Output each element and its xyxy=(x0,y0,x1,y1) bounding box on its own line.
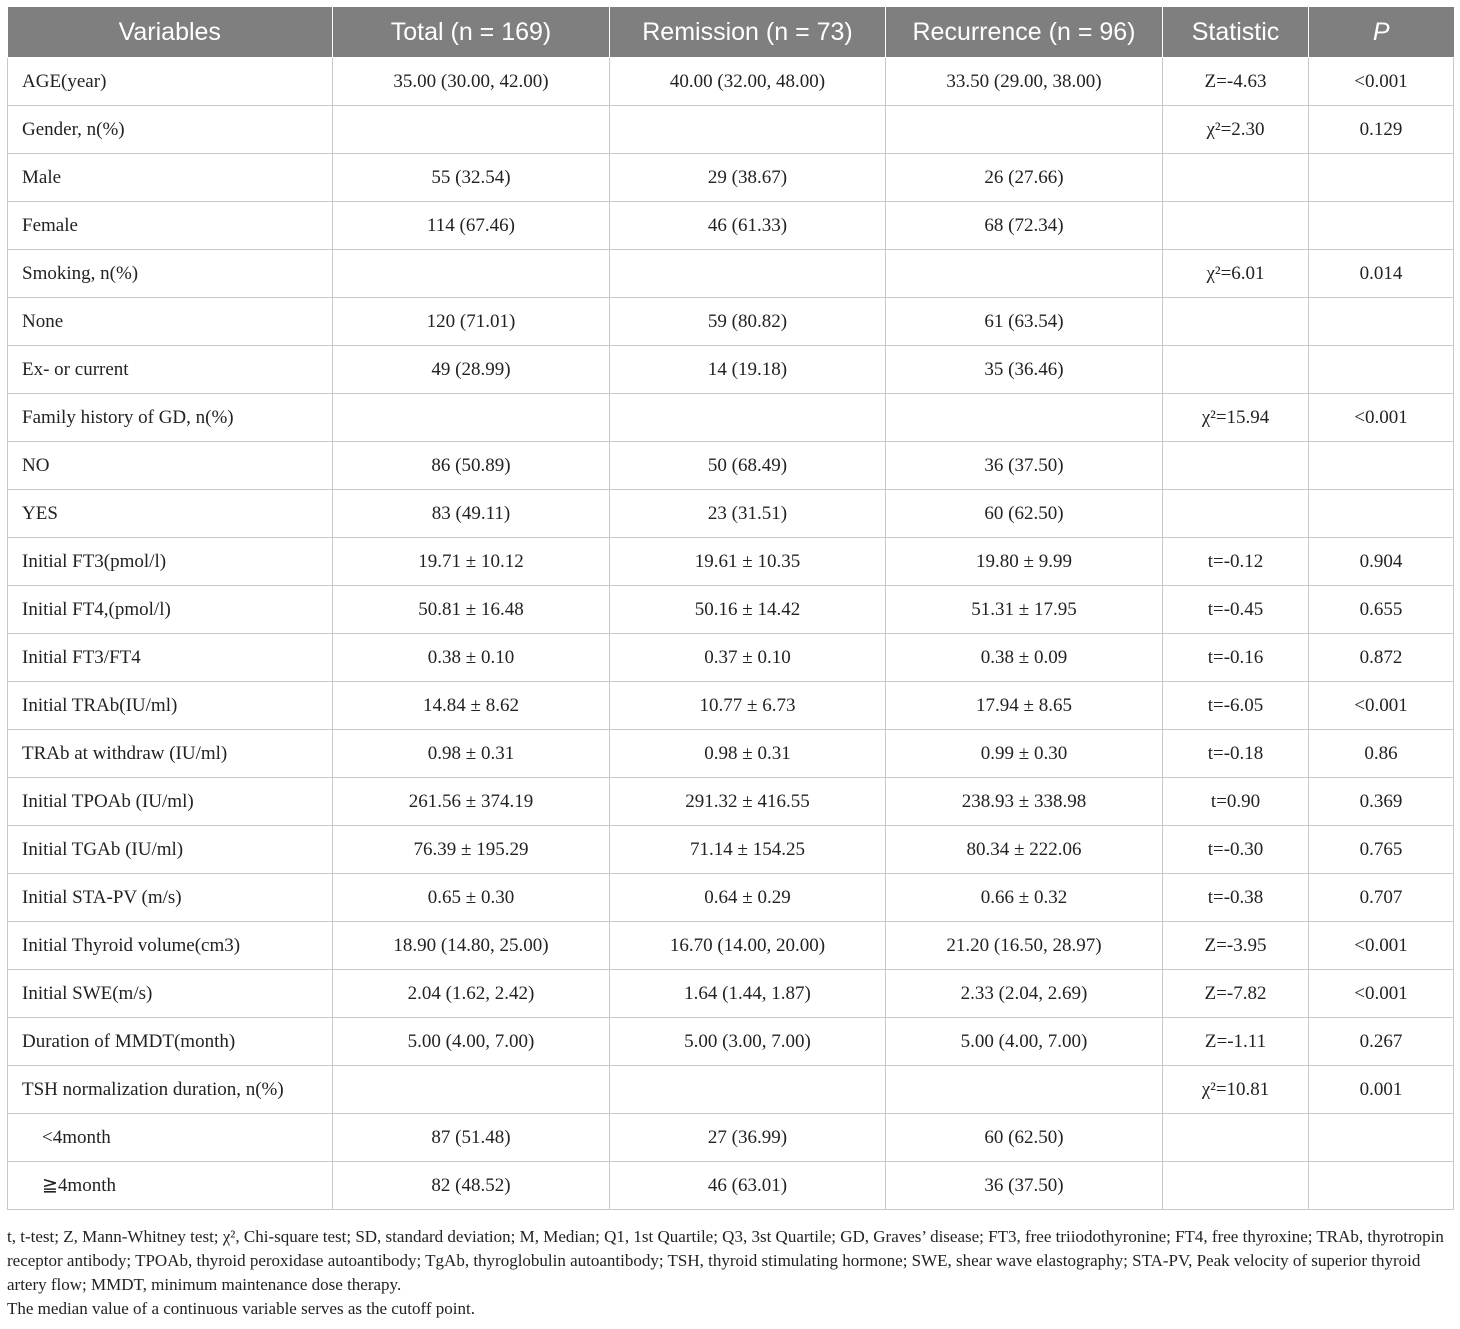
header-p-value: P xyxy=(1309,7,1454,58)
cell-statistic: t=-0.18 xyxy=(1163,730,1309,778)
cell-recurrence xyxy=(886,1066,1163,1114)
cell-remission xyxy=(610,1066,886,1114)
cell-recurrence: 19.80 ± 9.99 xyxy=(886,538,1163,586)
table-header-row xyxy=(8,7,1454,58)
cell-p-value: <0.001 xyxy=(1309,970,1454,1018)
cell-p-value: 0.904 xyxy=(1309,538,1454,586)
table-row xyxy=(8,586,1454,634)
cell-statistic: Z=-3.95 xyxy=(1163,922,1309,970)
cell-variable: TSH normalization duration, n(%) xyxy=(8,1066,333,1114)
cell-total: 35.00 (30.00, 42.00) xyxy=(333,58,610,106)
cell-p-value xyxy=(1309,346,1454,394)
header-statistic: Statistic xyxy=(1163,7,1309,58)
table-row xyxy=(8,538,1454,586)
cell-p-value: 0.001 xyxy=(1309,1066,1454,1114)
header-variables: Variables xyxy=(8,7,333,58)
cell-recurrence xyxy=(886,250,1163,298)
cell-recurrence xyxy=(886,106,1163,154)
cell-statistic xyxy=(1163,1114,1309,1162)
cell-remission: 59 (80.82) xyxy=(610,298,886,346)
cell-variable: AGE(year) xyxy=(8,58,333,106)
cell-recurrence: 36 (37.50) xyxy=(886,442,1163,490)
table-body xyxy=(8,58,1454,1210)
cell-recurrence: 36 (37.50) xyxy=(886,1162,1163,1210)
table-row xyxy=(8,634,1454,682)
header-remission: Remission (n = 73) xyxy=(610,7,886,58)
cell-statistic xyxy=(1163,202,1309,250)
cell-remission: 1.64 (1.44, 1.87) xyxy=(610,970,886,1018)
cell-statistic xyxy=(1163,346,1309,394)
cell-recurrence: 61 (63.54) xyxy=(886,298,1163,346)
cell-p-value: 0.129 xyxy=(1309,106,1454,154)
cell-variable: <4month xyxy=(8,1114,333,1162)
cell-total: 14.84 ± 8.62 xyxy=(333,682,610,730)
cell-variable: Female xyxy=(8,202,333,250)
cell-total: 76.39 ± 195.29 xyxy=(333,826,610,874)
footnote-abbreviations: t, t-test; Z, Mann-Whitney test; χ², Chi-square test; SD, standard deviation; M, Median; Q1, 1st Quartile; Q3, 3st Quartile; GD, Graves’ disease; FT3, free triiodothyronine; FT4, free thyroxine; TRAb, thyrotropin receptor antibody; TPOAb, thyroid peroxidase autoantibody; TgAb, thyroglobulin autoantibody; TSH, thyroid stimulating hormone; SWE, shear wave elastography; STA-PV, Peak velocity of superior thyroid artery flow; MMDT, minimum maintenance dose therapy. xyxy=(7,1227,1444,1294)
cell-p-value xyxy=(1309,202,1454,250)
cell-p-value: 0.369 xyxy=(1309,778,1454,826)
cell-p-value xyxy=(1309,1162,1454,1210)
table-row xyxy=(8,922,1454,970)
cell-variable: TRAb at withdraw (IU/ml) xyxy=(8,730,333,778)
cell-recurrence: 238.93 ± 338.98 xyxy=(886,778,1163,826)
cell-remission: 46 (61.33) xyxy=(610,202,886,250)
cell-p-value xyxy=(1309,442,1454,490)
cell-remission: 16.70 (14.00, 20.00) xyxy=(610,922,886,970)
cell-variable: Family history of GD, n(%) xyxy=(8,394,333,442)
header-total: Total (n = 169) xyxy=(333,7,610,58)
table-row xyxy=(8,154,1454,202)
cell-statistic: χ²=6.01 xyxy=(1163,250,1309,298)
cell-total: 49 (28.99) xyxy=(333,346,610,394)
cell-statistic: χ²=15.94 xyxy=(1163,394,1309,442)
cell-statistic: t=-0.45 xyxy=(1163,586,1309,634)
header-recurrence: Recurrence (n = 96) xyxy=(886,7,1163,58)
table-row xyxy=(8,442,1454,490)
cell-statistic: t=-0.12 xyxy=(1163,538,1309,586)
table-footnotes xyxy=(7,1225,1457,1321)
table-row xyxy=(8,346,1454,394)
cell-variable: Initial FT4,(pmol/l) xyxy=(8,586,333,634)
cell-p-value: 0.872 xyxy=(1309,634,1454,682)
cell-variable: Initial STA-PV (m/s) xyxy=(8,874,333,922)
cell-total: 261.56 ± 374.19 xyxy=(333,778,610,826)
cell-remission: 46 (63.01) xyxy=(610,1162,886,1210)
cell-statistic xyxy=(1163,1162,1309,1210)
cell-remission: 40.00 (32.00, 48.00) xyxy=(610,58,886,106)
table-row xyxy=(8,778,1454,826)
cell-variable: Male xyxy=(8,154,333,202)
table-row xyxy=(8,874,1454,922)
cell-recurrence: 0.66 ± 0.32 xyxy=(886,874,1163,922)
cell-total: 114 (67.46) xyxy=(333,202,610,250)
cell-remission: 0.37 ± 0.10 xyxy=(610,634,886,682)
cell-total: 83 (49.11) xyxy=(333,490,610,538)
cell-recurrence: 35 (36.46) xyxy=(886,346,1163,394)
table-row xyxy=(8,298,1454,346)
cell-remission: 14 (19.18) xyxy=(610,346,886,394)
cell-variable: Initial TPOAb (IU/ml) xyxy=(8,778,333,826)
cell-total: 86 (50.89) xyxy=(333,442,610,490)
cell-total xyxy=(333,1066,610,1114)
cell-remission: 50.16 ± 14.42 xyxy=(610,586,886,634)
table-row xyxy=(8,58,1454,106)
cell-total: 0.98 ± 0.31 xyxy=(333,730,610,778)
cell-remission: 27 (36.99) xyxy=(610,1114,886,1162)
table-row xyxy=(8,1018,1454,1066)
cell-total: 2.04 (1.62, 2.42) xyxy=(333,970,610,1018)
cell-statistic: χ²=10.81 xyxy=(1163,1066,1309,1114)
cell-variable: Initial TRAb(IU/ml) xyxy=(8,682,333,730)
cell-statistic: t=-0.30 xyxy=(1163,826,1309,874)
baseline-characteristics-table xyxy=(7,7,1454,1210)
cell-recurrence: 80.34 ± 222.06 xyxy=(886,826,1163,874)
cell-total: 18.90 (14.80, 25.00) xyxy=(333,922,610,970)
cell-recurrence: 51.31 ± 17.95 xyxy=(886,586,1163,634)
cell-p-value: 0.655 xyxy=(1309,586,1454,634)
cell-total xyxy=(333,250,610,298)
cell-p-value: <0.001 xyxy=(1309,394,1454,442)
cell-total: 5.00 (4.00, 7.00) xyxy=(333,1018,610,1066)
cell-variable: Initial SWE(m/s) xyxy=(8,970,333,1018)
cell-variable: Smoking, n(%) xyxy=(8,250,333,298)
cell-p-value: 0.014 xyxy=(1309,250,1454,298)
cell-remission: 291.32 ± 416.55 xyxy=(610,778,886,826)
cell-statistic xyxy=(1163,490,1309,538)
table-row xyxy=(8,490,1454,538)
cell-recurrence: 26 (27.66) xyxy=(886,154,1163,202)
table-row xyxy=(8,970,1454,1018)
cell-p-value: 0.765 xyxy=(1309,826,1454,874)
cell-variable: ≧4month xyxy=(8,1162,333,1210)
cell-variable: Initial TGAb (IU/ml) xyxy=(8,826,333,874)
cell-total: 19.71 ± 10.12 xyxy=(333,538,610,586)
cell-statistic: t=-6.05 xyxy=(1163,682,1309,730)
cell-total xyxy=(333,394,610,442)
cell-total xyxy=(333,106,610,154)
cell-recurrence: 17.94 ± 8.65 xyxy=(886,682,1163,730)
table-row xyxy=(8,1066,1454,1114)
table-row xyxy=(8,730,1454,778)
cell-variable: None xyxy=(8,298,333,346)
cell-remission: 19.61 ± 10.35 xyxy=(610,538,886,586)
cell-p-value xyxy=(1309,298,1454,346)
cell-p-value: 0.267 xyxy=(1309,1018,1454,1066)
cell-remission: 23 (31.51) xyxy=(610,490,886,538)
cell-recurrence: 60 (62.50) xyxy=(886,1114,1163,1162)
cell-statistic xyxy=(1163,154,1309,202)
table-row xyxy=(8,202,1454,250)
cell-variable: YES xyxy=(8,490,333,538)
table-row xyxy=(8,826,1454,874)
cell-variable: Initial Thyroid volume(cm3) xyxy=(8,922,333,970)
table-row xyxy=(8,1114,1454,1162)
cell-p-value: 0.707 xyxy=(1309,874,1454,922)
cell-variable: NO xyxy=(8,442,333,490)
cell-recurrence: 2.33 (2.04, 2.69) xyxy=(886,970,1163,1018)
cell-remission: 0.98 ± 0.31 xyxy=(610,730,886,778)
cell-recurrence: 60 (62.50) xyxy=(886,490,1163,538)
cell-remission: 50 (68.49) xyxy=(610,442,886,490)
cell-variable: Initial FT3/FT4 xyxy=(8,634,333,682)
cell-total: 50.81 ± 16.48 xyxy=(333,586,610,634)
cell-remission: 10.77 ± 6.73 xyxy=(610,682,886,730)
cell-recurrence: 5.00 (4.00, 7.00) xyxy=(886,1018,1163,1066)
cell-statistic: Z=-7.82 xyxy=(1163,970,1309,1018)
cell-statistic: t=-0.16 xyxy=(1163,634,1309,682)
cell-statistic: t=0.90 xyxy=(1163,778,1309,826)
cell-p-value: 0.86 xyxy=(1309,730,1454,778)
cell-statistic: Z=-1.11 xyxy=(1163,1018,1309,1066)
table-row xyxy=(8,394,1454,442)
table-container xyxy=(7,7,1453,1210)
cell-recurrence: 33.50 (29.00, 38.00) xyxy=(886,58,1163,106)
cell-total: 120 (71.01) xyxy=(333,298,610,346)
cell-variable: Duration of MMDT(month) xyxy=(8,1018,333,1066)
cell-p-value xyxy=(1309,1114,1454,1162)
cell-remission xyxy=(610,394,886,442)
cell-variable: Initial FT3(pmol/l) xyxy=(8,538,333,586)
table-row xyxy=(8,106,1454,154)
table-row xyxy=(8,682,1454,730)
cell-statistic xyxy=(1163,298,1309,346)
cell-p-value xyxy=(1309,154,1454,202)
cell-variable: Gender, n(%) xyxy=(8,106,333,154)
cell-remission xyxy=(610,250,886,298)
table-row xyxy=(8,1162,1454,1210)
cell-recurrence: 0.99 ± 0.30 xyxy=(886,730,1163,778)
cell-p-value: <0.001 xyxy=(1309,682,1454,730)
cell-total: 87 (51.48) xyxy=(333,1114,610,1162)
cell-total: 0.65 ± 0.30 xyxy=(333,874,610,922)
cell-statistic: χ²=2.30 xyxy=(1163,106,1309,154)
cell-p-value: <0.001 xyxy=(1309,58,1454,106)
footnote-cutoff: The median value of a continuous variable serves as the cutoff point. xyxy=(7,1299,475,1318)
cell-p-value: <0.001 xyxy=(1309,922,1454,970)
cell-remission: 29 (38.67) xyxy=(610,154,886,202)
cell-p-value xyxy=(1309,490,1454,538)
table-row xyxy=(8,250,1454,298)
cell-recurrence: 68 (72.34) xyxy=(886,202,1163,250)
cell-statistic: Z=-4.63 xyxy=(1163,58,1309,106)
cell-remission xyxy=(610,106,886,154)
cell-total: 0.38 ± 0.10 xyxy=(333,634,610,682)
cell-total: 82 (48.52) xyxy=(333,1162,610,1210)
cell-statistic: t=-0.38 xyxy=(1163,874,1309,922)
cell-remission: 0.64 ± 0.29 xyxy=(610,874,886,922)
cell-recurrence xyxy=(886,394,1163,442)
cell-total: 55 (32.54) xyxy=(333,154,610,202)
cell-recurrence: 0.38 ± 0.09 xyxy=(886,634,1163,682)
cell-statistic xyxy=(1163,442,1309,490)
cell-remission: 71.14 ± 154.25 xyxy=(610,826,886,874)
cell-variable: Ex- or current xyxy=(8,346,333,394)
cell-remission: 5.00 (3.00, 7.00) xyxy=(610,1018,886,1066)
cell-recurrence: 21.20 (16.50, 28.97) xyxy=(886,922,1163,970)
